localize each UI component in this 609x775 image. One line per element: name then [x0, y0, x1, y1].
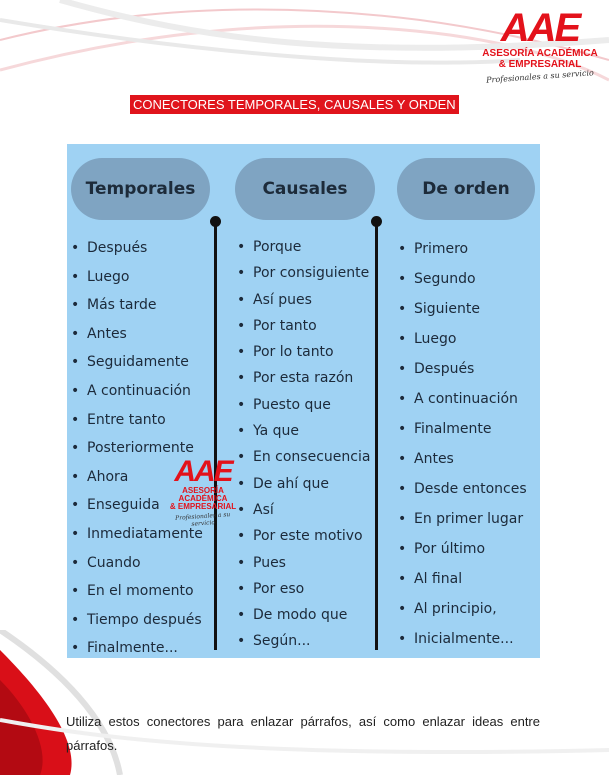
list-item: • Según...	[237, 628, 370, 654]
list-item: • Por esta razón	[237, 365, 370, 391]
watermark-logo	[163, 457, 243, 527]
list-item: • Tiempo después	[71, 606, 203, 635]
list-item: • Luego	[398, 324, 527, 354]
watermark-line-1: ASESORÍA ACADÉMICA	[178, 486, 228, 503]
logo-line-1: ASESORÍA ACADÉMICA	[482, 48, 598, 59]
watermark-tagline: Profesionales a su servicio	[174, 511, 231, 528]
watermark-mark: AAE	[174, 455, 232, 488]
list-item: • En el momento	[71, 577, 203, 606]
page-title: CONECTORES TEMPORALES, CAUSALES Y ORDEN	[130, 95, 459, 114]
list-item: • Después	[71, 234, 203, 263]
list-item: • Antes	[398, 444, 527, 474]
list-item: • Seguidamente	[71, 348, 203, 377]
column-header-de-orden: De orden	[397, 158, 535, 220]
list-item: • Por lo tanto	[237, 339, 370, 365]
list-item: • Por último	[398, 534, 527, 564]
list-item: • En consecuencia	[237, 444, 370, 470]
list-item: • Primero	[398, 234, 527, 264]
list-item: • Porque	[237, 234, 370, 260]
list-item: • Posteriormente	[71, 434, 203, 463]
column-divider-1	[214, 222, 217, 650]
watermark-line-2: & EMPRESARIAL	[169, 502, 237, 511]
list-item: • Así	[237, 497, 370, 523]
temporales-list	[71, 234, 203, 658]
list-item: • Por eso	[237, 576, 370, 602]
list-item: • A continuación	[398, 384, 527, 414]
column-divider-2	[375, 222, 378, 650]
list-item: • Cuando	[71, 549, 203, 578]
list-item: • Enseguida	[71, 491, 203, 520]
de-orden-list	[398, 234, 527, 654]
list-item: • Ahora	[71, 463, 203, 492]
list-item: • Por tanto	[237, 313, 370, 339]
list-item: • Finalmente...	[71, 634, 203, 658]
list-item: • Antes	[71, 320, 203, 349]
list-item: • A continuación	[71, 377, 203, 406]
company-logo	[478, 6, 602, 85]
list-item: • Al principio,	[398, 594, 527, 624]
list-item: • Ya que	[237, 418, 370, 444]
logo-tagline: Profesionales a su servicio	[485, 68, 595, 85]
list-item: • Pues	[237, 550, 370, 576]
list-item: • Desde entonces	[398, 474, 527, 504]
list-item: • Puesto que	[237, 392, 370, 418]
list-item: • Así pues	[237, 287, 370, 313]
body-paragraph: Utiliza estos conectores para enlazar párrafos, así como enlazar ideas entre párrafos.	[66, 714, 540, 753]
logo-mark: AAE	[500, 6, 580, 50]
list-item: • Por este motivo	[237, 523, 370, 549]
column-header-temporales: Temporales	[71, 158, 210, 220]
connectors-infographic	[67, 144, 540, 658]
list-item: • Segundo	[398, 264, 527, 294]
list-item: • Siguiente	[398, 294, 527, 324]
list-item: • Más tarde	[71, 291, 203, 320]
list-item: • En primer lugar	[398, 504, 527, 534]
list-item: • Luego	[71, 263, 203, 292]
logo-line-2: & EMPRESARIAL	[498, 59, 582, 70]
list-item: • Inmediatamente	[71, 520, 203, 549]
list-item: • De modo que	[237, 602, 370, 628]
list-item: • Al final	[398, 564, 527, 594]
list-item: • Después	[398, 354, 527, 384]
column-header-causales: Causales	[235, 158, 375, 220]
list-item: • Entre tanto	[71, 406, 203, 435]
list-item: • Finalmente	[398, 414, 527, 444]
list-item: • Por consiguiente	[237, 260, 370, 286]
causales-list	[237, 234, 370, 655]
list-item: • Inicialmente...	[398, 624, 527, 654]
list-item: • De ahí que	[237, 471, 370, 497]
